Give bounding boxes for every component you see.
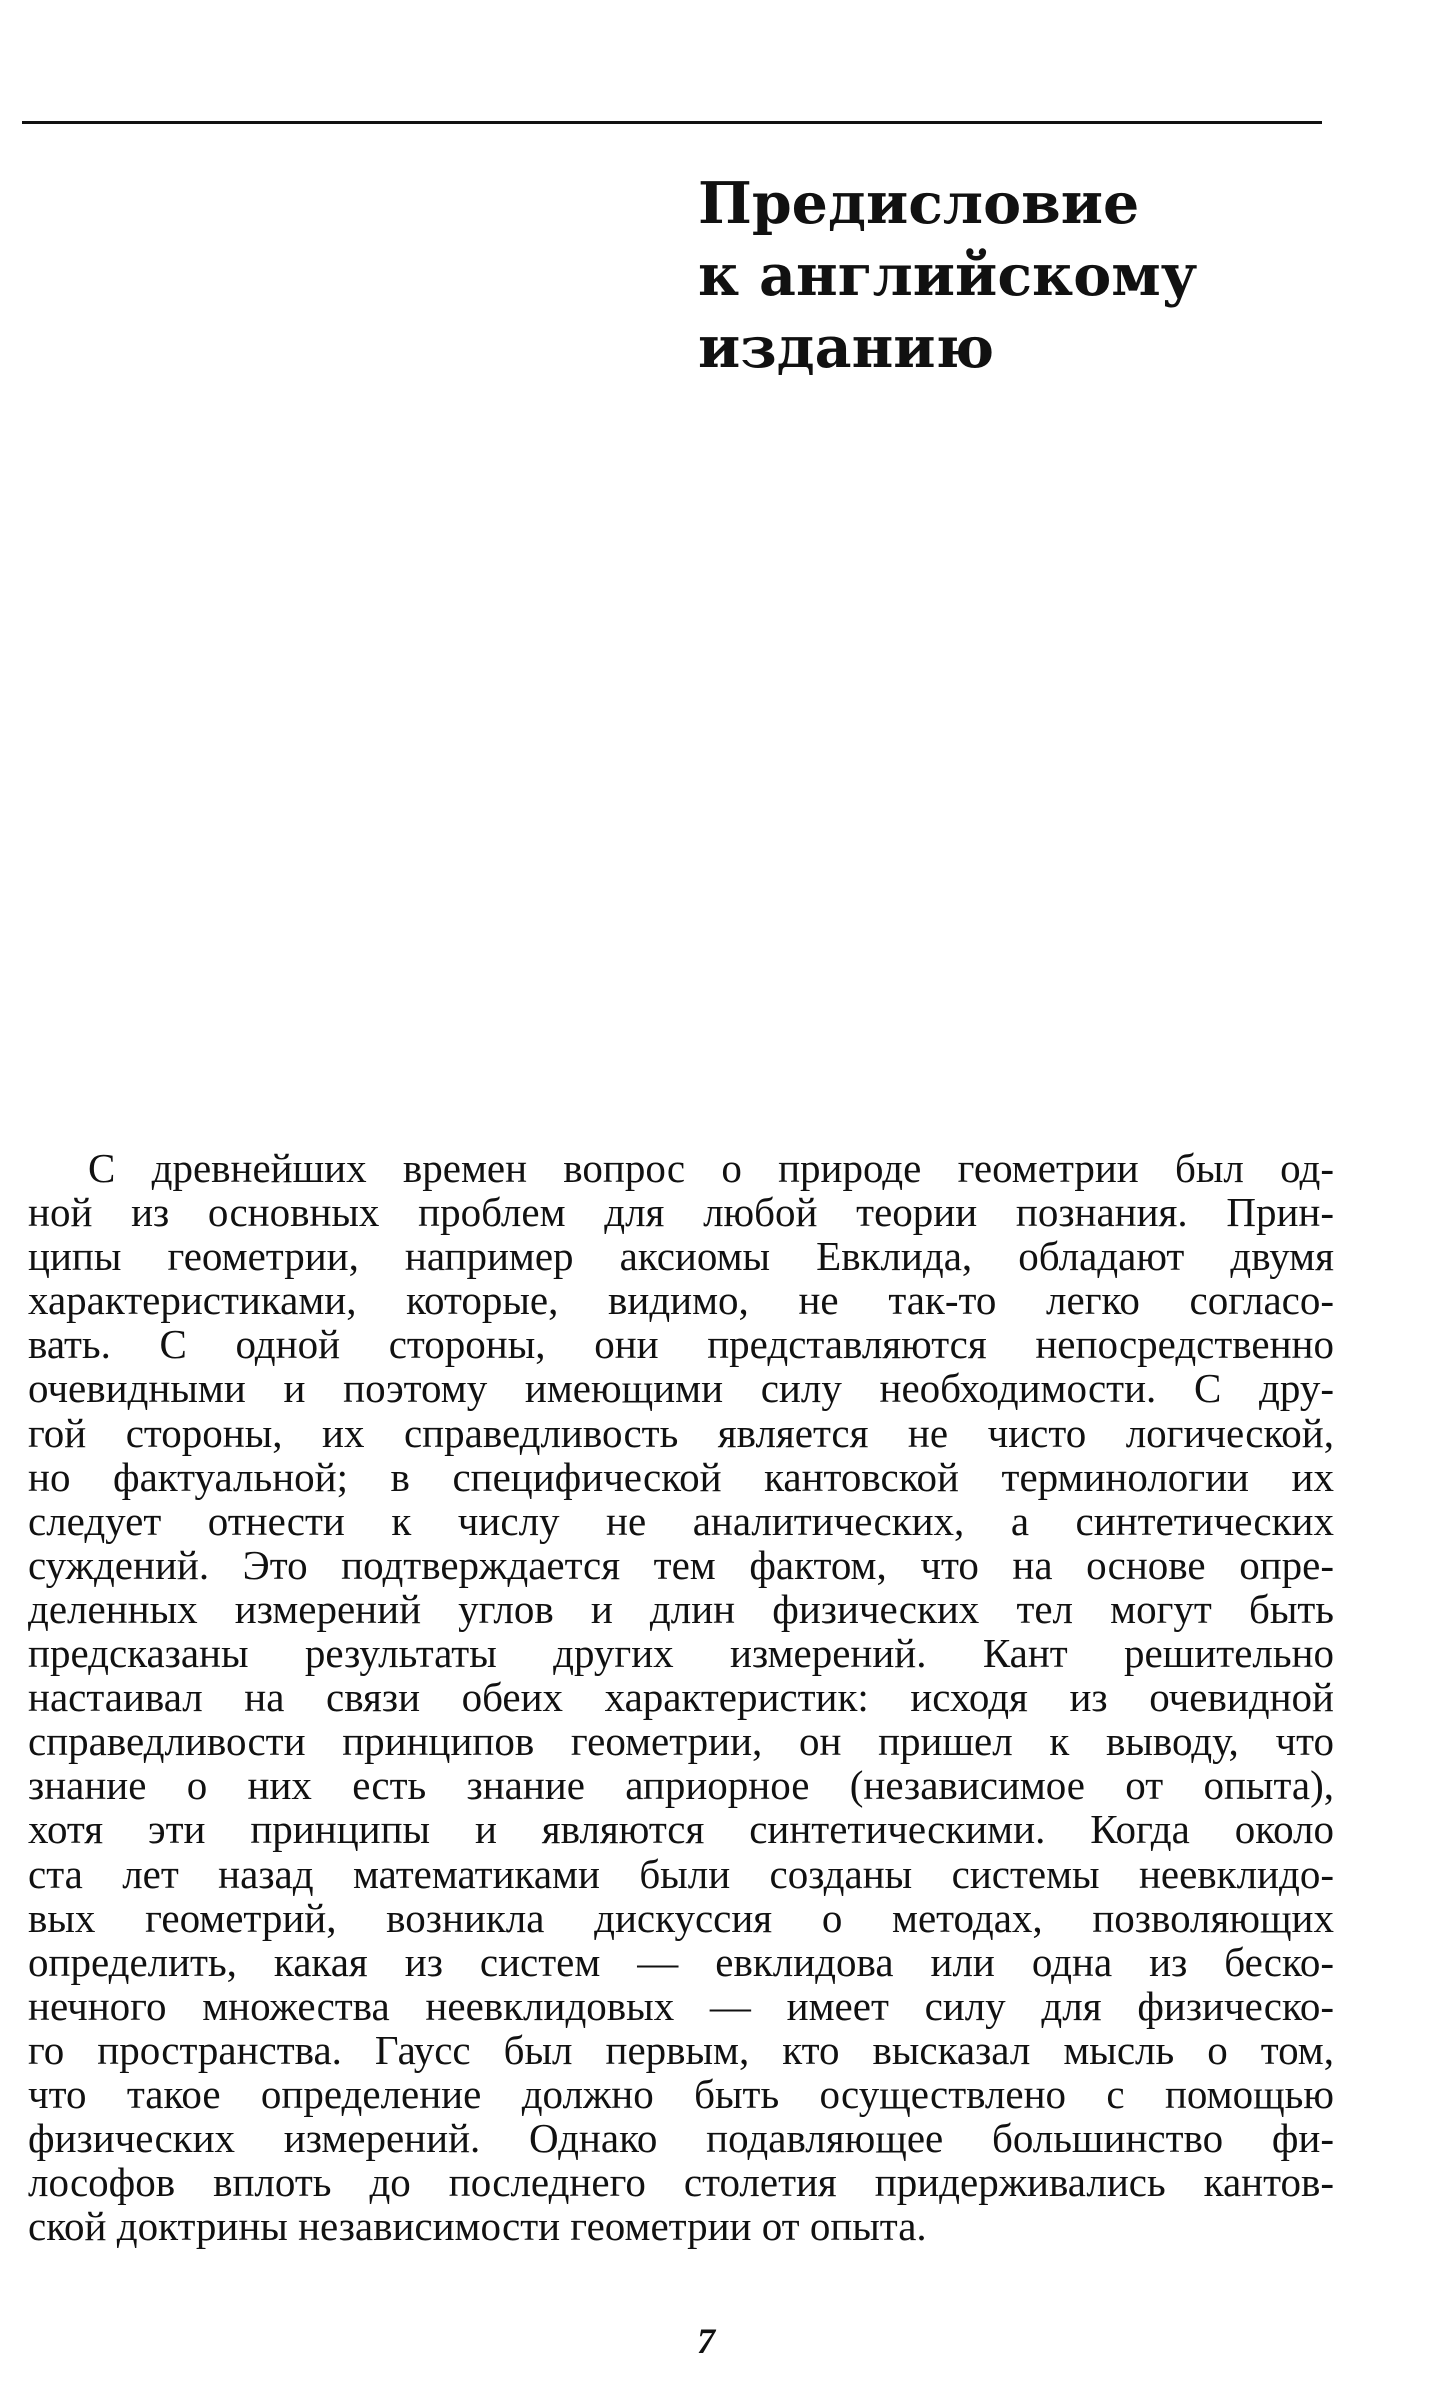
- text-line: го пространства. Гаусс был первым, кто высказал мысль о том,: [28, 2026, 1334, 2073]
- text-line: вых геометрий, возникла дискуссия о методах, позволяющих: [28, 1894, 1334, 1941]
- text-line: что такое определение должно быть осуществлено с помощью: [28, 2070, 1334, 2117]
- chapter-title-line: к английскому: [698, 242, 1198, 309]
- text-line: вать. С одной стороны, они представляются непосредственно: [28, 1321, 1334, 1368]
- text-line: С древнейших времен вопрос о природе геометрии был од-: [88, 1145, 1334, 1191]
- text-line: ципы геометрии, например аксиомы Евклида, обладают двумя: [28, 1233, 1334, 1280]
- text-line: ста лет назад математиками были созданы системы неевклидо-: [28, 1850, 1334, 1897]
- body-paragraph: [28, 1146, 1334, 2248]
- text-line: предсказаны результаты других измерений. Кант решительно: [28, 1630, 1334, 1677]
- text-line: следует отнести к числу не аналитических, а синтетических: [28, 1497, 1334, 1544]
- text-line: характеристиками, которые, видимо, не так-то легко согласо-: [28, 1277, 1334, 1324]
- text-line: ной из основных проблем для любой теории познания. Прин-: [28, 1189, 1334, 1236]
- text-line: физических измерений. Однако подавляющее большинство фи-: [28, 2115, 1334, 2162]
- chapter-title-line: Предисловие: [698, 170, 1140, 237]
- text-line: нечного множества неевклидовых — имеет силу для физическо-: [28, 1982, 1334, 2029]
- text-line: знание о них есть знание априорное (независимое от опыта),: [28, 1762, 1334, 1809]
- text-line: очевидными и поэтому имеющими силу необходимости. С дру-: [28, 1365, 1334, 1412]
- page-number: 7: [697, 2321, 715, 2361]
- top-rule: [22, 121, 1322, 124]
- chapter-title-line: изданию: [698, 314, 995, 381]
- text-line: деленных измерений углов и длин физических тел могут быть: [28, 1585, 1334, 1632]
- text-line: гой стороны, их справедливость является не чисто логической,: [28, 1409, 1334, 1456]
- text-line: справедливости принципов геометрии, он пришел к выводу, что: [28, 1718, 1334, 1765]
- text-line: настаивал на связи обеих характеристик: исходя из очевидной: [28, 1674, 1334, 1721]
- text-line: лософов вплоть до последнего столетия придерживались кантов-: [28, 2159, 1334, 2206]
- text-line: хотя эти принципы и являются синтетическими. Когда около: [28, 1806, 1334, 1853]
- text-line: но фактуальной; в специфической кантовской терминологии их: [28, 1453, 1334, 1500]
- text-line: определить, какая из систем — евклидова или одна из беско-: [28, 1938, 1334, 1985]
- text-line: суждений. Это подтверждается тем фактом, что на основе опре-: [28, 1541, 1334, 1588]
- chapter-title: [698, 168, 1338, 384]
- text-line: ской доктрины независимости геометрии от опыта.: [28, 2203, 927, 2250]
